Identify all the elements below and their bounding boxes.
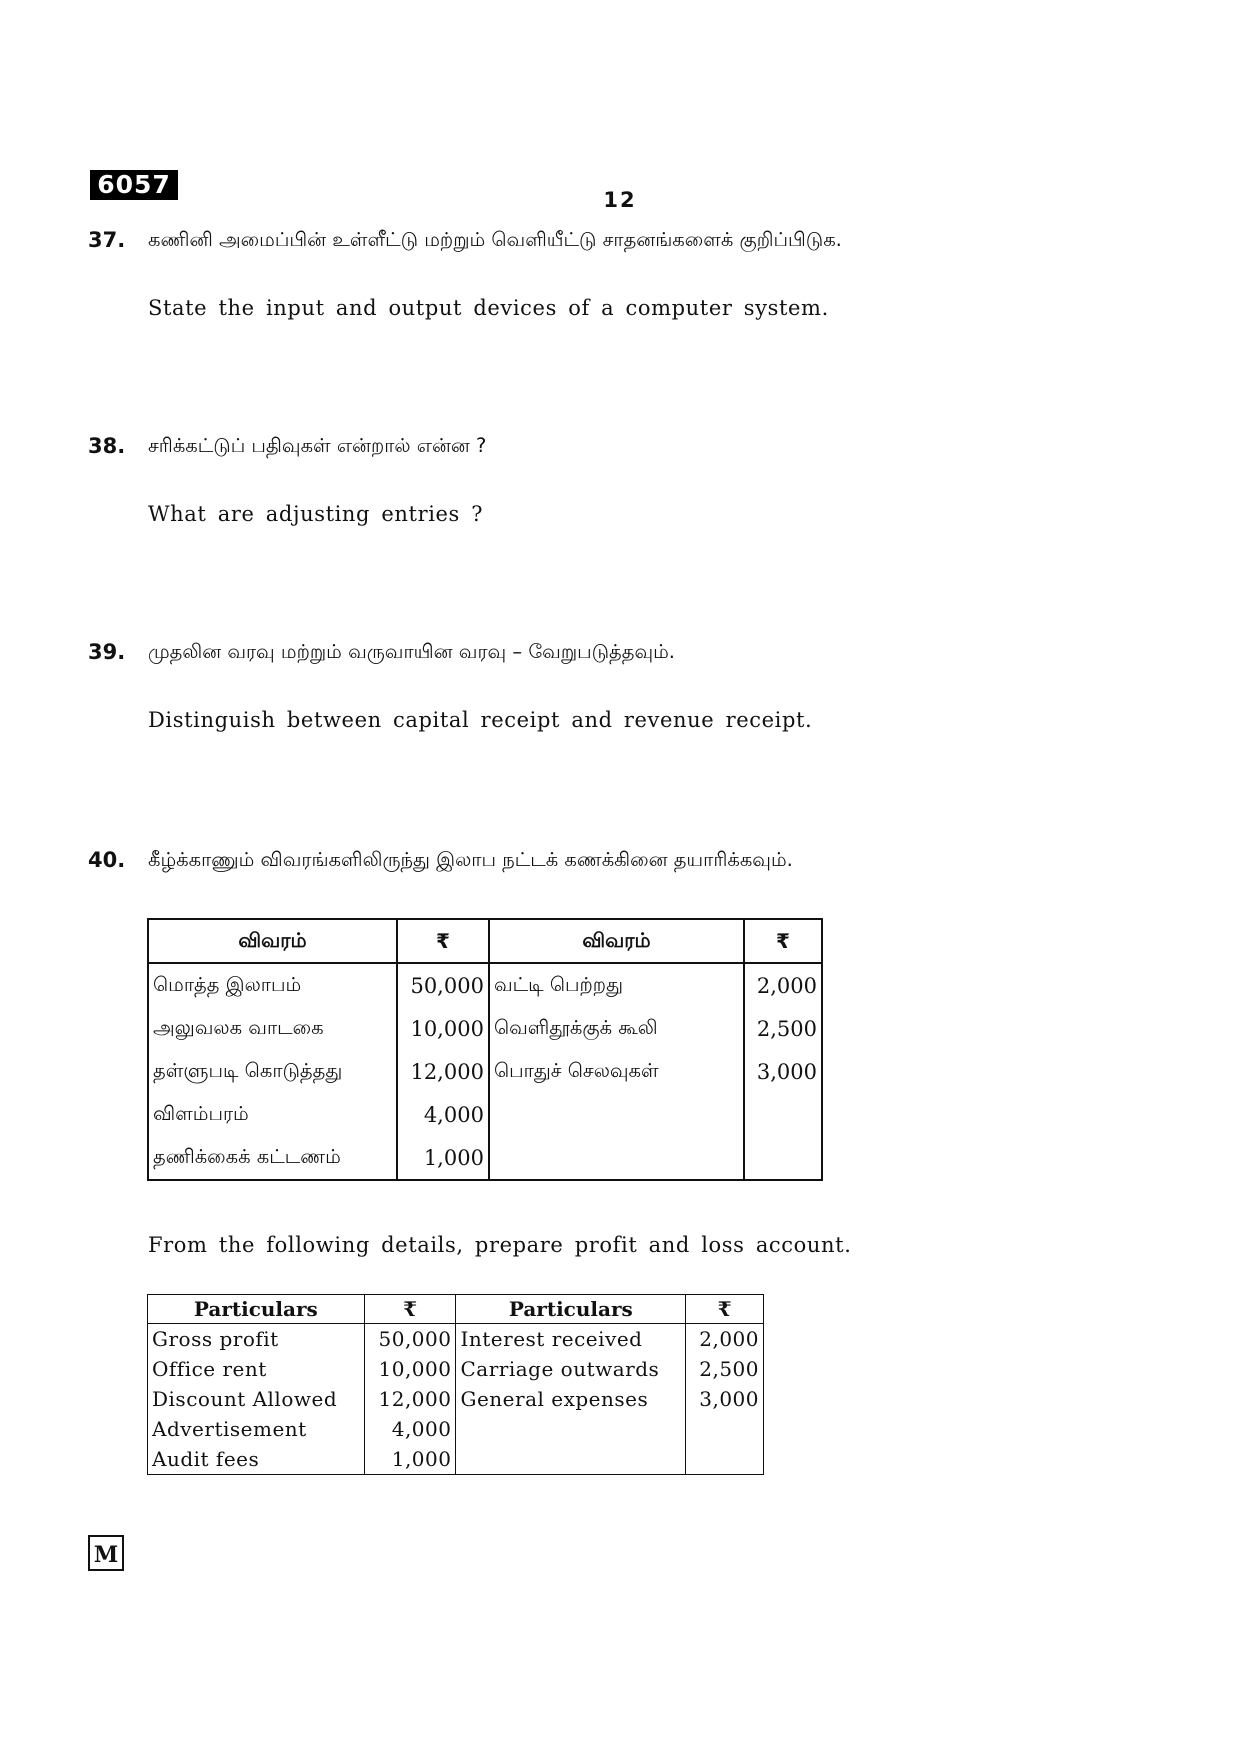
credit-particular: வட்டி பெற்றது <box>489 963 744 1007</box>
table-row <box>148 1136 822 1180</box>
question-text-tamil: கீழ்க்காணும் விவரங்களிலிருந்து இலாப நட்டக் கணக்கினை தயாரிக்கவும். <box>148 848 793 871</box>
question-text-tamil: கணினி அமைப்பின் உள்ளீட்டு மற்றும் வெளியீட்டு சாதனங்களைக் குறிப்பிடுக. <box>148 228 842 251</box>
question-text-english: State the input and output devices of a computer system. <box>148 296 829 320</box>
question-text-english: What are adjusting entries ? <box>148 502 484 526</box>
question-text-english: From the following details, prepare profit and loss account. <box>148 1233 852 1257</box>
table-row <box>148 1050 822 1093</box>
debit-amount: 1,000 <box>397 1136 489 1180</box>
debit-particular: அலுவலக வாடகை <box>148 1007 397 1050</box>
debit-amount: 4,000 <box>397 1093 489 1136</box>
debit-amount: 10,000 <box>364 1354 456 1384</box>
debit-amount: 12,000 <box>364 1384 456 1414</box>
credit-amount: 2,500 <box>744 1007 822 1050</box>
credit-particular <box>489 1093 744 1136</box>
debit-amount: 1,000 <box>364 1444 456 1475</box>
page-number: 12 <box>603 188 637 212</box>
debit-amount: 10,000 <box>397 1007 489 1050</box>
debit-amount: 50,000 <box>364 1324 456 1355</box>
table-row <box>148 1007 822 1050</box>
credit-particular: Interest received <box>456 1324 686 1355</box>
table-row <box>148 1384 764 1414</box>
column-header: Particulars <box>456 1295 686 1324</box>
debit-particular: Discount Allowed <box>148 1384 365 1414</box>
credit-particular: Carriage outwards <box>456 1354 686 1384</box>
column-header: விவரம் <box>148 919 397 963</box>
credit-particular: பொதுச் செலவுகள் <box>489 1050 744 1093</box>
question-number: 39. <box>88 640 126 664</box>
credit-amount <box>686 1444 764 1475</box>
question-text-tamil: முதலின வரவு மற்றும் வருவாயின வரவு – வேறுபடுத்தவும். <box>148 640 676 663</box>
credit-particular <box>489 1136 744 1180</box>
question-text-tamil: சரிக்கட்டுப் பதிவுகள் என்றால் என்ன ? <box>148 434 487 457</box>
credit-amount <box>744 1093 822 1136</box>
table-row <box>148 1093 822 1136</box>
debit-amount: 12,000 <box>397 1050 489 1093</box>
credit-amount: 2,500 <box>686 1354 764 1384</box>
question-text-english: Distinguish between capital receipt and revenue receipt. <box>148 708 813 732</box>
debit-particular: Advertisement <box>148 1414 365 1444</box>
table-row <box>148 1324 764 1355</box>
column-header: விவரம் <box>489 919 744 963</box>
question-number: 40. <box>88 848 126 872</box>
question-number: 38. <box>88 434 126 458</box>
debit-particular: Office rent <box>148 1354 365 1384</box>
table-header-row <box>148 1295 764 1324</box>
debit-particular: Gross profit <box>148 1324 365 1355</box>
credit-amount <box>744 1136 822 1180</box>
footer-mark: M <box>88 1535 124 1571</box>
credit-particular <box>456 1444 686 1475</box>
table-row <box>148 1444 764 1475</box>
question-number: 37. <box>88 228 126 252</box>
credit-amount: 3,000 <box>744 1050 822 1093</box>
debit-particular: தணிக்கைக் கட்டணம் <box>148 1136 397 1180</box>
column-header: ₹ <box>364 1295 456 1324</box>
credit-amount <box>686 1414 764 1444</box>
debit-particular: மொத்த இலாபம் <box>148 963 397 1007</box>
debit-particular: Audit fees <box>148 1444 365 1475</box>
column-header: ₹ <box>397 919 489 963</box>
table-row <box>148 963 822 1007</box>
credit-amount: 3,000 <box>686 1384 764 1414</box>
column-header: ₹ <box>686 1295 764 1324</box>
debit-amount: 50,000 <box>397 963 489 1007</box>
credit-particular: General expenses <box>456 1384 686 1414</box>
credit-amount: 2,000 <box>744 963 822 1007</box>
debit-amount: 4,000 <box>364 1414 456 1444</box>
table-row <box>148 1414 764 1444</box>
debit-particular: விளம்பரம் <box>148 1093 397 1136</box>
paper-code: 6057 <box>90 170 178 200</box>
debit-particular: தள்ளுபடி கொடுத்தது <box>148 1050 397 1093</box>
column-header: Particulars <box>148 1295 365 1324</box>
tamil-details-table <box>147 918 823 1181</box>
english-details-table <box>147 1294 764 1475</box>
credit-particular <box>456 1414 686 1444</box>
table-header-row <box>148 919 822 963</box>
column-header: ₹ <box>744 919 822 963</box>
credit-amount: 2,000 <box>686 1324 764 1355</box>
table-row <box>148 1354 764 1384</box>
credit-particular: வெளிதூக்குக் கூலி <box>489 1007 744 1050</box>
